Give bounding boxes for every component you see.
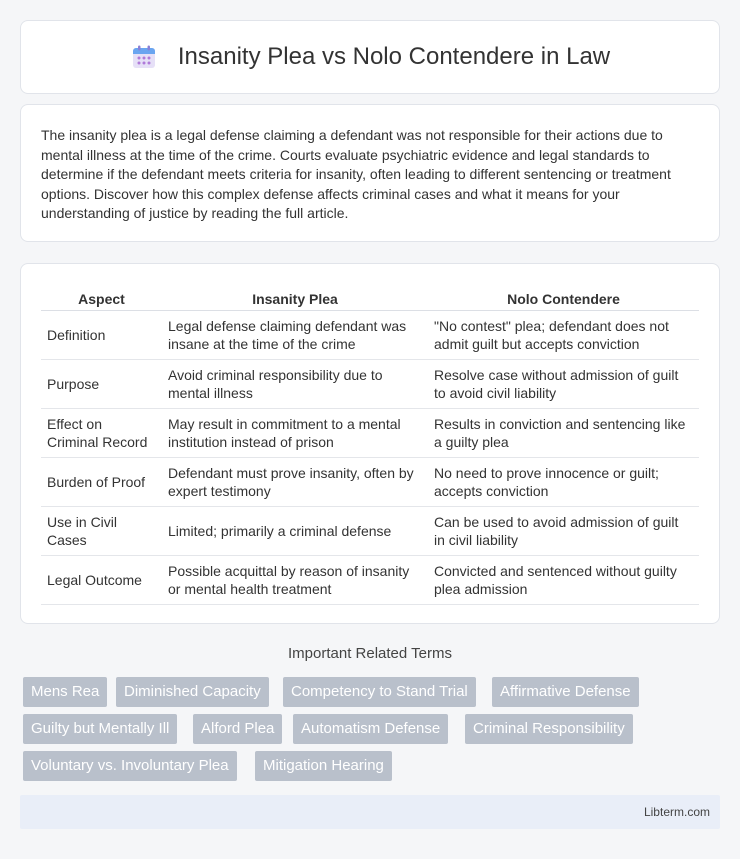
table-row [41, 408, 699, 457]
cell-nolo: Can be used to avoid admission of guilt in civil liability [428, 506, 699, 555]
cell-nolo: Resolve case without admission of guilt to avoid civil liability [428, 359, 699, 408]
cell-aspect: Legal Outcome [41, 555, 162, 604]
cell-insanity: Possible acquittal by reason of insanity or mental health treatment [162, 555, 428, 604]
header-card [20, 20, 720, 94]
tag-mens-rea[interactable]: Mens Rea [23, 677, 107, 707]
cell-insanity: Limited; primarily a criminal defense [162, 506, 428, 555]
comparison-card [20, 263, 720, 624]
intro-text: The insanity plea is a legal defense claiming a defendant was not responsible for their actions due to mental illness at the time of the crime. Courts evaluate psychiatric evidence and legal standards to determine if the defendant meets criteria for insanity, often leading to different sentencing or treatment options. Discover how this complex defense affects criminal cases and what it means for your understanding of justice by reading the full article. [41, 127, 671, 222]
tag-diminished-capacity[interactable]: Diminished Capacity [116, 677, 269, 707]
comparison-table [41, 284, 699, 605]
cell-aspect: Use in Civil Cases [41, 506, 162, 555]
tag-mitigation-hearing[interactable]: Mitigation Hearing [255, 751, 392, 781]
tag-automatism-defense[interactable]: Automatism Defense [293, 714, 448, 744]
table-row [41, 310, 699, 359]
tag-criminal-responsibility[interactable]: Criminal Responsibility [465, 714, 633, 744]
calendar-icon [130, 43, 158, 71]
table-row [41, 555, 699, 604]
footer [20, 795, 720, 829]
tag-alford-plea[interactable]: Alford Plea [193, 714, 282, 744]
cell-nolo: "No contest" plea; defendant does not admit guilt but accepts conviction [428, 310, 699, 359]
table-row [41, 359, 699, 408]
header-insanity-plea: Insanity Plea [162, 284, 428, 310]
cell-aspect: Definition [41, 310, 162, 359]
cell-nolo: Convicted and sentenced without guilty plea admission [428, 555, 699, 604]
table-row [41, 506, 699, 555]
tag-guilty-but-mentally-ill[interactable]: Guilty but Mentally Ill [23, 714, 177, 744]
cell-insanity: Avoid criminal responsibility due to mental illness [162, 359, 428, 408]
cell-aspect: Purpose [41, 359, 162, 408]
cell-insanity: Legal defense claiming defendant was insane at the time of the crime [162, 310, 428, 359]
footer-brand-link[interactable]: Libterm.com [643, 805, 710, 819]
cell-insanity: Defendant must prove insanity, often by expert testimony [162, 457, 428, 506]
table-header-row [41, 284, 699, 310]
cell-nolo: No need to prove innocence or guilt; accepts conviction [428, 457, 699, 506]
tag-affirmative-defense[interactable]: Affirmative Defense [492, 677, 639, 707]
header-aspect: Aspect [41, 284, 162, 310]
header-nolo-contendere: Nolo Contendere [428, 284, 699, 310]
intro-card [20, 104, 720, 242]
cell-aspect: Burden of Proof [41, 457, 162, 506]
cell-insanity: May result in commitment to a mental institution instead of prison [162, 408, 428, 457]
related-terms-title: Important Related Terms [288, 645, 452, 662]
cell-nolo: Results in conviction and sentencing like a guilty plea [428, 408, 699, 457]
cell-aspect: Effect on Criminal Record [41, 408, 162, 457]
page-title: Insanity Plea vs Nolo Contendere in Law [177, 43, 611, 70]
tag-voluntary-vs-involuntary-plea[interactable]: Voluntary vs. Involuntary Plea [23, 751, 237, 781]
table-row [41, 457, 699, 506]
tag-competency-to-stand-trial[interactable]: Competency to Stand Trial [283, 677, 476, 707]
